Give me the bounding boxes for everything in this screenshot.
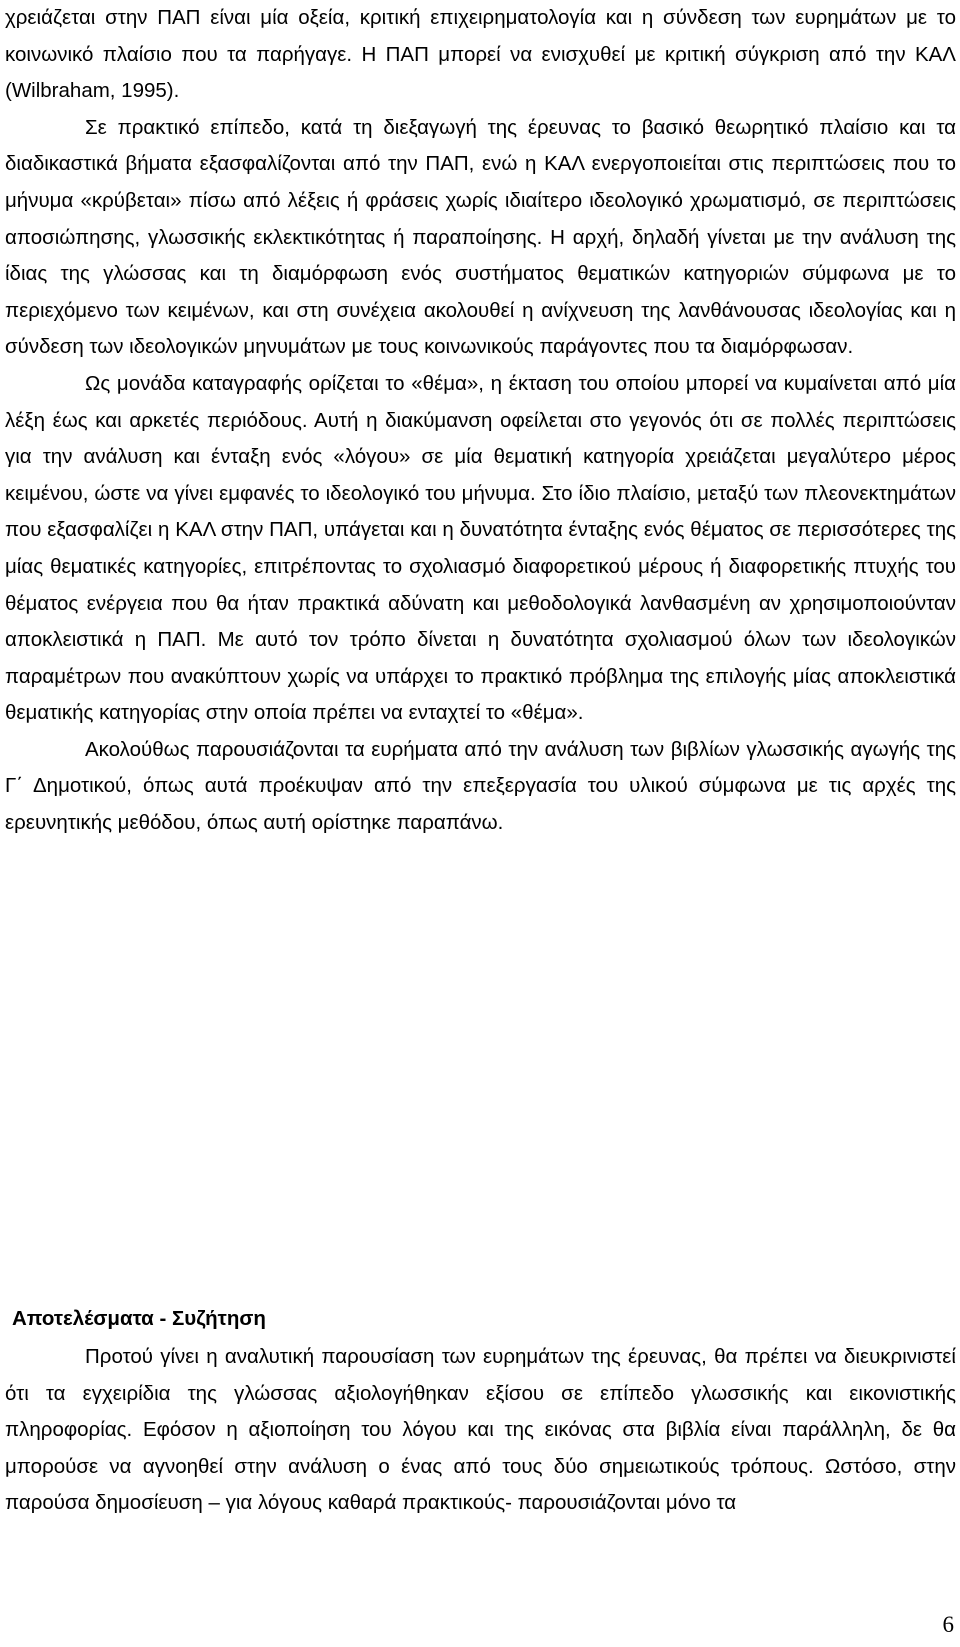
body-text-top: [5, 0, 956, 842]
paragraph-results: Προτού γίνει η αναλυτική παρουσίαση των ευρημάτων της έρευνας, θα πρέπει να διευκρινιστεί ότι τα εγχειρίδια της γλώσσας αξιολογήθηκαν εξίσου σε επίπεδο γλωσσικής και εικονιστικής πληροφορίας. Εφόσον η αξιοποίηση του λόγου και της εικόνας στα βιβλία είναι παράλληλη, δε θα μπορούσε να αγνοηθεί στην ανάλυση ο ένας από τους δύο σημειωτικούς τρόπους. Ωστόσο, στην παρούσα δημοσίευση – για λόγους καθαρά πρακτικούς- παρουσιάζονται μόνο τα: [5, 1345, 956, 1515]
paragraph-methodology: Σε πρακτικό επίπεδο, κατά τη διεξαγωγή της έρευνας το βασικό θεωρητικό πλαίσιο και τα διαδικαστικά βήματα εξασφαλίζονται από την ΠΑΠ, ενώ η ΚΑΛ ενεργοποιείται στις περιπτώσεις που το μήνυμα «κρύβεται» πίσω από λέξεις ή φράσεις χωρίς ιδιαίτερο ιδεολογικό χρωματισμό, σε περιπτώσεις αποσιώπησης, γλωσσικής εκλεκτικότητας ή παραποίησης. Η αρχή, δηλαδή γίνεται με την ανάλυση της ίδιας της γλώσσας και τη διαμόρφωση ενός συστήματος θεματικών κατηγοριών σύμφωνα με το περιεχόμενο των κειμένων, και στη συνέχεια ακολουθεί η ανίχνευση της λανθάνουσας ιδεολογίας και η σύνδεση των ιδεολογικών μηνυμάτων με τους κοινωνικούς παράγοντες που τα διαμόρφωσαν.: [5, 115, 956, 359]
page-number: 6: [942, 1612, 954, 1637]
paragraph-recording-unit: Ως μονάδα καταγραφής ορίζεται το «θέμα», η έκταση του οποίου μπορεί να κυμαίνεται από μία λέξη έως και αρκετές περιόδους. Αυτή η διακύμανση οφείλεται στο γεγονός ότι σε πολλές περιπτώσεις για την ανάλυση και ένταξη ενός «λόγου» σε μία θεματική κατηγορία χρειάζεται μεγαλύτερο μέρος κειμένου, ώστε να γίνει εμφανές το ιδεολογικό του μήνυμα. Στο ίδιο πλαίσιο, μεταξύ των πλεονεκτημάτων που εξασφαλίζει η ΚΑΛ στην ΠΑΠ, υπάγεται και η δυνατότητα ένταξης ενός θέματος σε περισσότερες της μίας θεματικές κατηγορίες, επιτρέποντας το σχολιασμό διαφορετικού μέρους ή διαφορετικής πτυχής του θέματος ενέργεια που θα ήταν πρακτικά αδύνατη και μεθοδολογικά λανθασμένη αν χρησιμοποιούνταν αποκλειστικά η ΠΑΠ. Με αυτό τον τρόπο δίνεται η δυνατότητα σχολιασμού όλων των ιδεολογικών παραμέτρων που ανακύπτουν χωρίς να υπάρχει το πρακτικό πρόβλημα της επιλογής μίας αποκλειστικά θεματικής κατηγορίας στην οποία πρέπει να ενταχτεί το «θέμα».: [5, 371, 956, 725]
paragraph-continued: χρειάζεται στην ΠΑΠ είναι μία οξεία, κριτική επιχειρηματολογία και η σύνδεση των ευρημάτων με το κοινωνικό πλαίσιο που τα παρήγαγε. Η ΠΑΠ μπορεί να ενισχυθεί με κριτική σύγκριση από την ΚΑΛ (Wilbraham, 1995).: [5, 6, 956, 103]
paragraph-findings-intro: Ακολούθως παρουσιάζονται τα ευρήματα από την ανάλυση των βιβλίων γλωσσικής αγωγής της Γ΄ Δημοτικού, όπως αυτά προέκυψαν από την επεξεργασία του υλικού σύμφωνα με τις αρχές της ερευνητικής μεθόδου, όπως αυτή ορίστηκε παραπάνω.: [5, 737, 956, 835]
section-heading: Αποτελέσματα - Συζήτηση: [12, 1307, 266, 1330]
body-text-bottom: [5, 1339, 956, 1522]
